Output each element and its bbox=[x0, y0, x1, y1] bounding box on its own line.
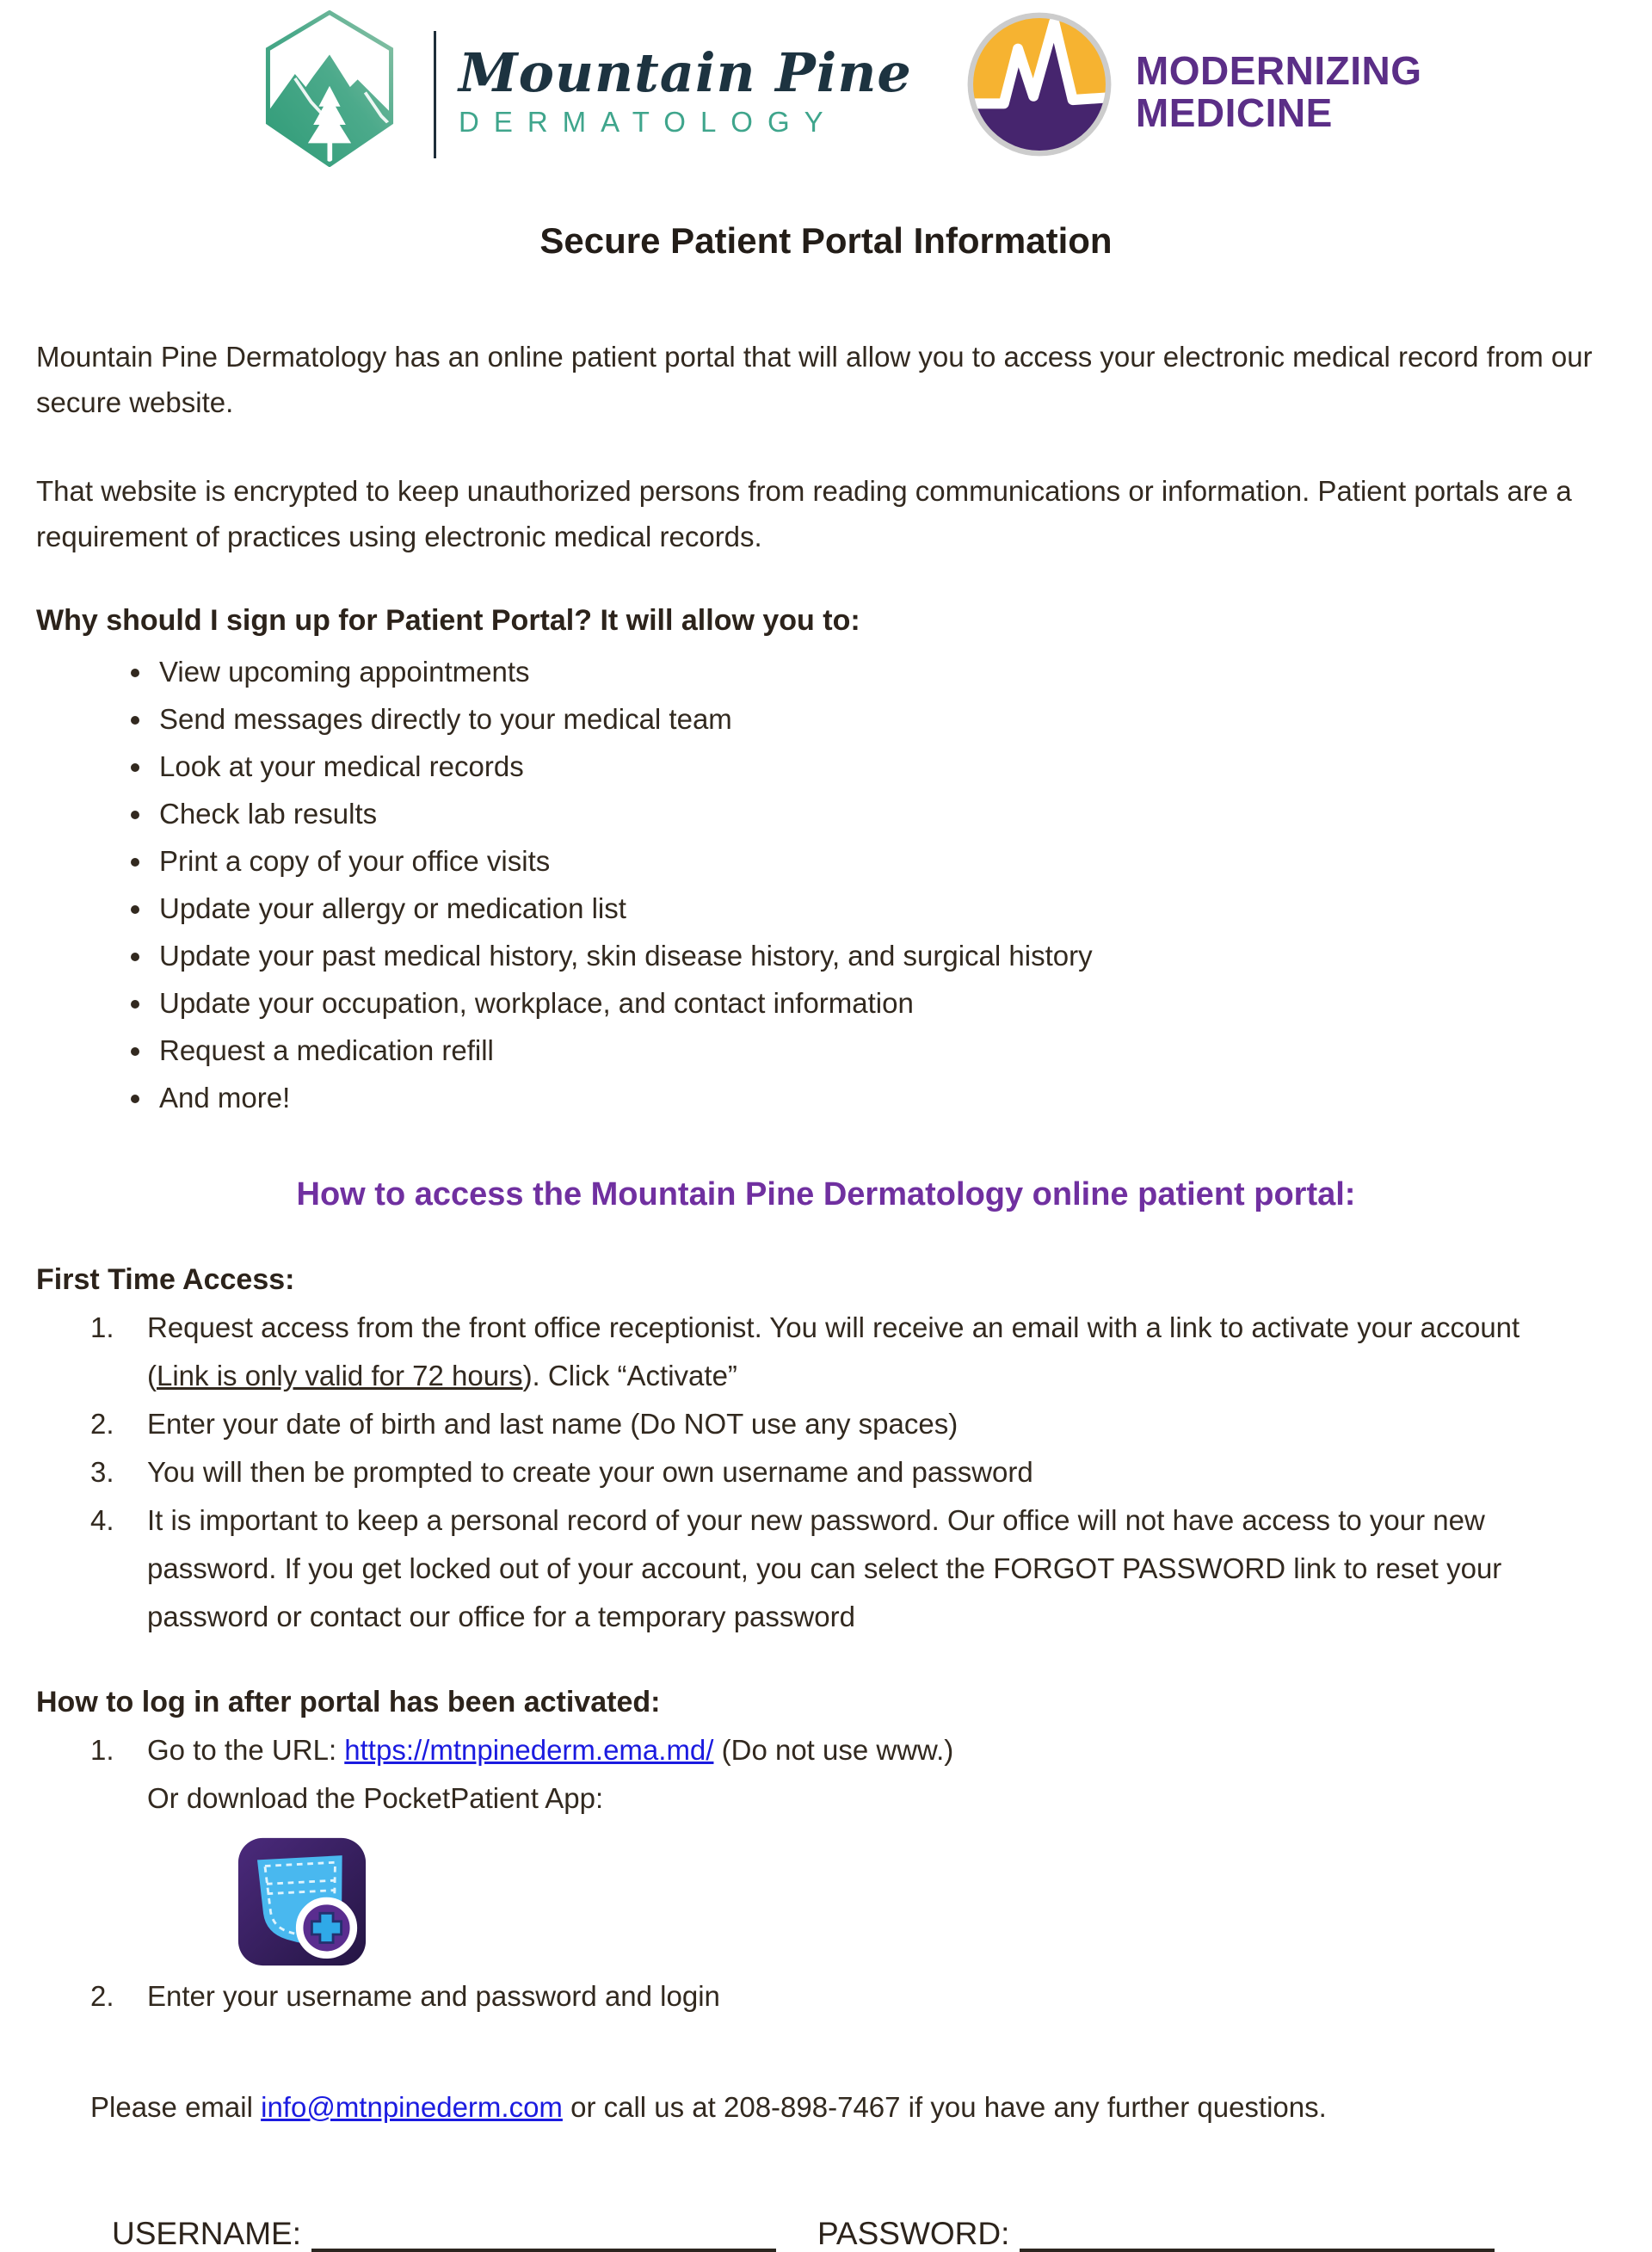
item-number: 4. bbox=[90, 1504, 114, 1536]
underlined-note: Link is only valid for 72 hours bbox=[157, 1360, 523, 1391]
credentials-row bbox=[36, 2214, 1616, 2252]
mountain-pine-logo bbox=[251, 10, 912, 167]
step-text-segment: ). Click “Activate” bbox=[522, 1360, 737, 1391]
numbered-item bbox=[90, 1448, 1616, 1496]
list-item: • Update your occupation, workplace, and contact information bbox=[154, 979, 1616, 1027]
numbered-item bbox=[90, 1726, 1616, 1823]
step-text-segment: Or download the PocketPatient App: bbox=[147, 1782, 604, 1814]
first-time-steps-list bbox=[90, 1304, 1616, 1641]
modernizing-medicine-line2: MEDICINE bbox=[1135, 90, 1333, 135]
portal-url-link[interactable]: https://mtnpinederm.ema.md/ bbox=[344, 1734, 714, 1766]
step-text-segment: (Do not use www.) bbox=[713, 1734, 954, 1766]
benefits-list bbox=[154, 648, 1616, 1121]
step-text bbox=[147, 1726, 953, 1823]
item-number: 2. bbox=[90, 1408, 114, 1440]
list-item: • Update your allergy or medication list bbox=[154, 885, 1616, 932]
list-item: • Check lab results bbox=[154, 790, 1616, 837]
step-text: You will then be prompted to create your own username and password bbox=[147, 1456, 1033, 1488]
access-portal-heading: How to access the Mountain Pine Dermatology online patient portal: bbox=[296, 1176, 1356, 1212]
modernizing-medicine-logo bbox=[965, 10, 1422, 158]
item-number: 1. bbox=[90, 1311, 114, 1343]
step-text: Enter your date of birth and last name (Do NOT use any spaces) bbox=[147, 1408, 959, 1440]
pocketpatient-app-icon bbox=[237, 1836, 367, 1967]
mountain-pine-hexagon-icon bbox=[251, 10, 408, 167]
page-title: Secure Patient Portal Information bbox=[539, 220, 1113, 261]
document-header bbox=[0, 0, 1652, 169]
step-text: Enter your username and password and login bbox=[147, 1980, 720, 2012]
username-label: USERNAME: bbox=[112, 2216, 301, 2251]
step-text bbox=[147, 1304, 1563, 1400]
logo-divider bbox=[434, 31, 436, 158]
list-item: • Look at your medical records bbox=[154, 743, 1616, 790]
intro-paragraph-2: That website is encrypted to keep unauthorized persons from reading communications or information. Patient portals are a requirement of practices using electronic medical records. bbox=[36, 475, 1572, 552]
contact-email-link[interactable]: info@mtnpinederm.com bbox=[261, 2091, 563, 2123]
modernizing-medicine-circle-icon bbox=[965, 10, 1113, 158]
list-item: • View upcoming appointments bbox=[154, 648, 1616, 695]
step-text: It is important to keep a personal record of your new password. Our office will not have access to your new password. If you get locked out of your account, you can select the FORGOT PASSWORD link to reset your password or contact our office for a temporary password bbox=[147, 1504, 1502, 1632]
item-number: 3. bbox=[90, 1456, 114, 1488]
numbered-item bbox=[90, 1400, 1616, 1448]
item-number: 2. bbox=[90, 1980, 114, 2012]
contact-paragraph bbox=[36, 2084, 1616, 2130]
numbered-item bbox=[90, 1496, 1616, 1641]
numbered-item bbox=[90, 1972, 1616, 2021]
numbered-item bbox=[90, 1304, 1616, 1400]
username-blank-line bbox=[311, 2214, 776, 2252]
modernizing-medicine-line1: MODERNIZING bbox=[1135, 48, 1422, 93]
list-item: • Update your past medical history, skin disease history, and surgical history bbox=[154, 932, 1616, 979]
login-after-activation-heading: How to log in after portal has been activated: bbox=[36, 1686, 661, 1718]
list-item: • Print a copy of your office visits bbox=[154, 837, 1616, 885]
item-number: 1. bbox=[90, 1734, 114, 1766]
step-text-segment: Request access from the front office receptionist. You will receive an email with a link to activate your account ( bbox=[147, 1311, 1520, 1391]
list-item: • Request a medication refill bbox=[154, 1027, 1616, 1074]
login-steps-list bbox=[90, 1726, 1616, 2021]
first-time-access-heading: First Time Access: bbox=[36, 1263, 295, 1296]
password-label: PASSWORD: bbox=[817, 2216, 1010, 2251]
mountain-pine-name: Mountain Pine bbox=[459, 41, 912, 104]
intro-paragraph-1: Mountain Pine Dermatology has an online patient portal that will allow you to access your electronic medical record from our secure website. bbox=[36, 341, 1593, 418]
why-signup-heading: Why should I sign up for Patient Portal? It will allow you to: bbox=[36, 604, 860, 637]
mountain-pine-subtitle: DERMATOLOGY bbox=[459, 106, 838, 138]
list-item: • Send messages directly to your medical team bbox=[154, 695, 1616, 743]
password-blank-line bbox=[1020, 2214, 1495, 2252]
pocketpatient-app-icon-wrap bbox=[237, 1836, 1616, 1967]
list-item: • And more! bbox=[154, 1074, 1616, 1121]
contact-text-segment: Please email bbox=[90, 2091, 262, 2123]
step-text-segment: Go to the URL: bbox=[147, 1734, 345, 1766]
contact-text-segment: or call us at 208-898-7467 if you have any further questions. bbox=[562, 2091, 1327, 2123]
